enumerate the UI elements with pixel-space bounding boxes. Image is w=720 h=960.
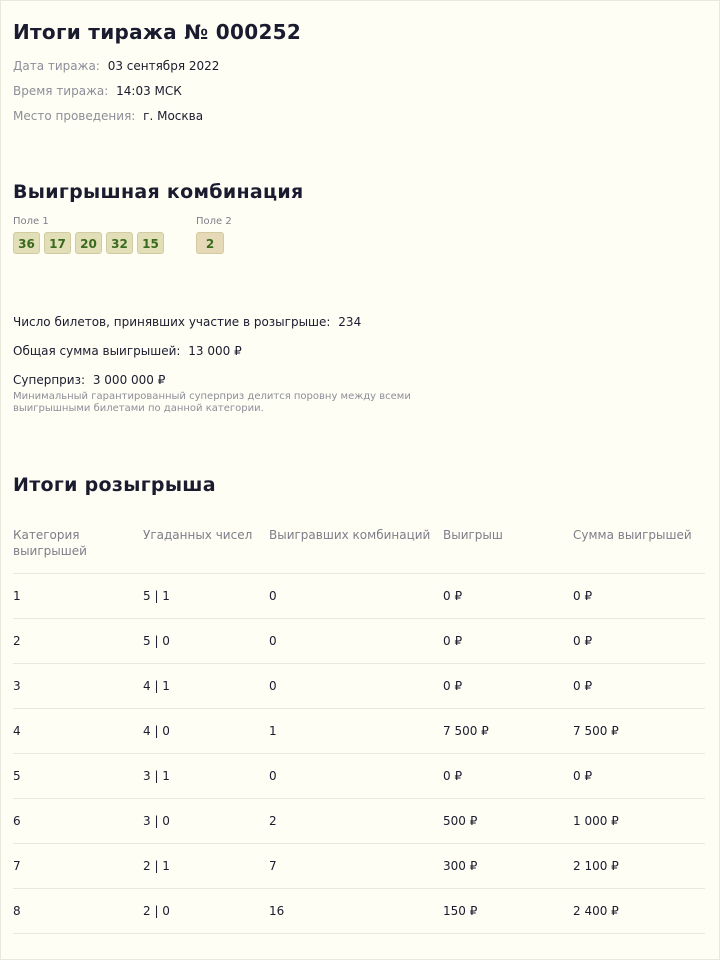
field-1-label: Поле 1 [13, 216, 49, 227]
header-matched: Угаданных чисел [143, 528, 253, 542]
tickets-count-value: 234 [338, 315, 362, 329]
cell-prize: 150 ₽ [443, 889, 573, 934]
cell-matched: 3 | 1 [143, 754, 269, 799]
cell-winning-combos: 0 [269, 619, 443, 664]
superprize-label: Суперприз: [13, 373, 86, 387]
cell-category: 1 [13, 574, 143, 619]
number-ball: 20 [75, 232, 102, 254]
cell-total: 2 400 ₽ [573, 889, 705, 934]
table-row [13, 799, 705, 844]
number-ball: 15 [137, 232, 164, 254]
draw-date-value: 03 сентября 2022 [107, 59, 220, 73]
superprize-value: 3 000 000 ₽ [92, 373, 166, 387]
draw-time [13, 83, 705, 99]
table-row [13, 664, 705, 709]
draw-place-label: Место проведения: [13, 109, 136, 123]
number-ball: 17 [44, 232, 71, 254]
header-total: Сумма выигрышей [573, 528, 692, 542]
field-2-label: Поле 2 [196, 216, 232, 227]
results-table [13, 527, 705, 934]
cell-matched: 2 | 1 [143, 844, 269, 889]
draw-stats [13, 314, 705, 415]
cell-winning-combos: 0 [269, 754, 443, 799]
cell-prize: 0 ₽ [443, 574, 573, 619]
cell-winning-combos: 16 [269, 889, 443, 934]
number-ball: 2 [196, 232, 224, 254]
winning-fields [13, 216, 705, 254]
cell-prize: 500 ₽ [443, 799, 573, 844]
field-1-balls [13, 232, 168, 254]
table-header-row [13, 527, 705, 574]
cell-winning-combos: 2 [269, 799, 443, 844]
field-1 [13, 216, 168, 254]
table-row [13, 844, 705, 889]
cell-total: 0 ₽ [573, 619, 705, 664]
winning-combination-title: Выигрышная комбинация [13, 181, 304, 203]
number-ball: 36 [13, 232, 40, 254]
cell-matched: 4 | 0 [143, 709, 269, 754]
draw-time-label: Время тиража: [13, 84, 109, 98]
cell-winning-combos: 7 [269, 844, 443, 889]
table-row [13, 754, 705, 799]
cell-matched: 5 | 1 [143, 574, 269, 619]
table-row [13, 619, 705, 664]
number-ball: 32 [106, 232, 133, 254]
cell-total: 7 500 ₽ [573, 709, 705, 754]
table-row [13, 889, 705, 934]
table-row [13, 709, 705, 754]
draw-date-label: Дата тиража: [13, 59, 100, 73]
cell-matched: 2 | 0 [143, 889, 269, 934]
cell-category: 7 [13, 844, 143, 889]
draw-place [13, 108, 705, 124]
cell-category: 6 [13, 799, 143, 844]
cell-prize: 0 ₽ [443, 664, 573, 709]
cell-prize: 0 ₽ [443, 754, 573, 799]
cell-prize: 0 ₽ [443, 619, 573, 664]
cell-category: 3 [13, 664, 143, 709]
total-winnings-label: Общая сумма выигрышей: [13, 344, 181, 358]
cell-matched: 5 | 0 [143, 619, 269, 664]
draw-time-value: 14:03 МСК [116, 84, 182, 98]
cell-category: 2 [13, 619, 143, 664]
tickets-count [13, 314, 705, 330]
page-title: Итоги тиража № 000252 [13, 20, 302, 44]
cell-prize: 7 500 ₽ [443, 709, 573, 754]
draw-place-value: г. Москва [143, 109, 204, 123]
superprize-note: Минимальный гарантированный суперприз делится поровну между всеми выигрышными билетами по данной категории. [13, 391, 411, 414]
cell-category: 8 [13, 889, 143, 934]
cell-winning-combos: 0 [269, 664, 443, 709]
cell-winning-combos: 0 [269, 574, 443, 619]
results-title: Итоги розыгрыша [13, 474, 216, 496]
field-2-balls [196, 232, 232, 254]
cell-matched: 4 | 1 [143, 664, 269, 709]
cell-winning-combos: 1 [269, 709, 443, 754]
cell-total: 2 100 ₽ [573, 844, 705, 889]
cell-total: 0 ₽ [573, 664, 705, 709]
header-prize: Выигрыш [443, 528, 503, 542]
field-2 [196, 216, 232, 254]
cell-matched: 3 | 0 [143, 799, 269, 844]
total-winnings [13, 343, 705, 359]
superprize [13, 372, 705, 388]
cell-category: 5 [13, 754, 143, 799]
header-winning-combos: Выигравших комбинаций [269, 528, 431, 542]
tickets-count-label: Число билетов, принявших участие в розыгрыше: [13, 315, 331, 329]
cell-prize: 300 ₽ [443, 844, 573, 889]
header-category: Категория выигрышей [13, 528, 87, 558]
cell-total: 0 ₽ [573, 754, 705, 799]
cell-total: 1 000 ₽ [573, 799, 705, 844]
cell-total: 0 ₽ [573, 574, 705, 619]
draw-results-panel [13, 20, 705, 934]
total-winnings-value: 13 000 ₽ [188, 344, 242, 358]
table-row [13, 574, 705, 619]
cell-category: 4 [13, 709, 143, 754]
draw-date [13, 58, 705, 74]
